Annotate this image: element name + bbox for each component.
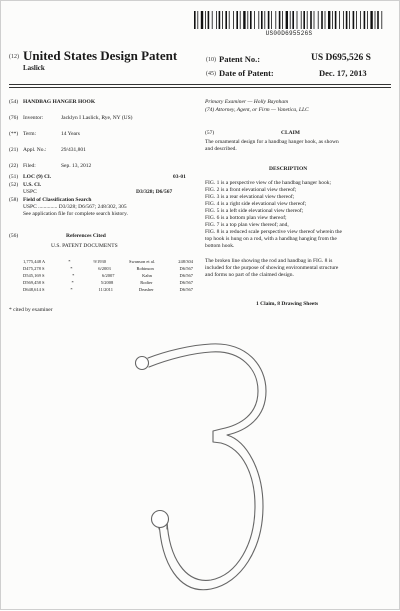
reference-name: Kahn	[142, 273, 152, 278]
reference-cls: D6/567	[179, 266, 193, 271]
description-line: FIG. 6 is a bottom plan view thereof;	[205, 215, 287, 221]
reference-star: *	[70, 266, 73, 271]
reference-num: D545,169 S	[23, 273, 45, 278]
term-value: 14 Years	[61, 131, 80, 137]
attorney: (74) Attorney, Agent, or Firm — Vanetica, LLC	[205, 107, 309, 113]
broken-line-text: The broken line showing the rod and handbag in FIG. 8 is	[205, 258, 333, 264]
field-code: (**)	[9, 131, 19, 137]
reference-date: 9/1930	[93, 259, 106, 264]
reference-name: Deasher	[138, 287, 154, 292]
reference-date: 6/2007	[101, 273, 115, 278]
appl-no-label: Appl. No.:	[23, 147, 47, 153]
description-line: bottom hook.	[205, 243, 235, 249]
field-code: (54)	[9, 99, 19, 105]
date-code: (45)	[206, 71, 216, 77]
reference-star: *	[68, 259, 71, 264]
hook-inner-outline	[149, 352, 258, 581]
claim-text-line: and described.	[205, 146, 237, 152]
loc-label: LOC (9) Cl.	[23, 174, 51, 180]
inventor-surname: Laslick	[23, 64, 45, 72]
filed-label: Filed:	[23, 163, 36, 169]
description-line: FIG. 7 is a top plan view thereof; and,	[205, 222, 289, 228]
barcode-number: US00D695526S	[265, 30, 313, 37]
description-line: FIG. 2 is a front elevational view thereof;	[205, 187, 297, 193]
hook-drawing	[1, 1, 400, 611]
claim-code: (57)	[205, 130, 215, 136]
reference-name: Robinson	[136, 266, 154, 271]
uspc-label: USPC	[23, 189, 37, 195]
examiner: Primary Examiner — Holly Baynham	[205, 99, 289, 105]
top-ball-end	[136, 357, 149, 370]
reference-cls: D6/567	[179, 280, 193, 285]
field-code: (22)	[9, 163, 19, 169]
reference-date: 11/2011	[98, 287, 113, 292]
reference-name: Rodier	[140, 280, 153, 285]
description-line: FIG. 5 is a left side elevational view thereof;	[205, 208, 304, 214]
doc-kind-code: (12)	[9, 54, 19, 60]
title-field: HANDBAG HANGER HOOK	[23, 99, 96, 105]
reference-star: *	[71, 280, 74, 285]
hook-outline	[148, 344, 266, 590]
broken-line-text: and forms no part of the claimed design.	[205, 272, 294, 278]
reference-num: D475,278 S	[23, 266, 45, 271]
inventor-label: Inventor:	[23, 115, 44, 121]
description-line: top hook is hung on a rod, with a handbag hanging from the	[205, 236, 337, 242]
reference-num: D569,458 S	[23, 280, 45, 285]
description-line: FIG. 3 is a rear elevational view thereof;	[205, 194, 295, 200]
field-code: (58)	[9, 197, 19, 203]
description-title: DESCRIPTION	[269, 166, 308, 172]
reference-name: Swanson et al.	[129, 259, 156, 264]
reference-star: *	[72, 273, 75, 278]
field-code: (21)	[9, 147, 19, 153]
term-label: Term:	[23, 131, 37, 137]
document-title: United States Design Patent	[23, 48, 178, 63]
us-cl-label: U.S. Cl.	[23, 182, 42, 188]
field-code: (56)	[9, 233, 19, 239]
description-line: FIG. 4 is a right side elevational view thereof;	[205, 201, 307, 207]
reference-star: *	[70, 287, 73, 292]
description-line: FIG. 1 is a perspective view of the handbag hanger hook;	[205, 180, 332, 186]
date-label: Date of Patent:	[219, 68, 274, 78]
description-line: FIG. 8 is a reduced scale perspective view thereof wherein the	[205, 229, 342, 235]
reference-cls: D6/567	[179, 287, 193, 292]
bottom-ball-end	[152, 511, 169, 528]
reference-cls: 248/304	[178, 259, 193, 264]
field-code: (76)	[9, 115, 19, 121]
references-title: References Cited	[66, 233, 106, 239]
reference-cls: D6/567	[179, 273, 193, 278]
references-subtitle: U.S. PATENT DOCUMENTS	[51, 243, 118, 249]
reference-num: D648,614 S	[23, 287, 45, 292]
loc-value: 03-01	[173, 174, 186, 180]
broken-line-text: included for the purpose of showing environmental structure	[205, 265, 339, 271]
search-history: See application file for complete search history.	[23, 211, 128, 217]
inventor-value: Jacklyn I Laslick, Rye, NY (US)	[61, 115, 133, 121]
search-label: Field of Classification Search	[23, 197, 92, 203]
date-of-patent: Dec. 17, 2013	[319, 68, 367, 78]
cited-by-examiner: * cited by examiner	[9, 307, 53, 313]
reference-date: 5/2008	[100, 280, 114, 285]
search-line: USPC .............. D3/328; D6/567; 248/302, 305	[23, 204, 127, 210]
claims-footer: 1 Claim, 8 Drawing Sheets	[256, 301, 319, 307]
patent-no-label: Patent No.:	[219, 54, 261, 64]
field-code: (52)	[9, 182, 19, 188]
patent-no-code: (10)	[206, 57, 216, 63]
us-cl-value: D3/328; D6/567	[136, 189, 173, 195]
filed-value: Sep. 13, 2012	[61, 163, 92, 169]
claim-title: CLAIM	[281, 130, 300, 136]
claim-text-line: The ornamental design for a handbag hanger hook, as shown	[205, 139, 339, 145]
reference-num: 1,775,448 A	[23, 259, 46, 264]
reference-date: 6/2003	[98, 266, 111, 271]
appl-no-value: 29/431,801	[61, 147, 86, 153]
patent-number: US D695,526 S	[311, 53, 371, 63]
field-code: (51)	[9, 174, 19, 180]
